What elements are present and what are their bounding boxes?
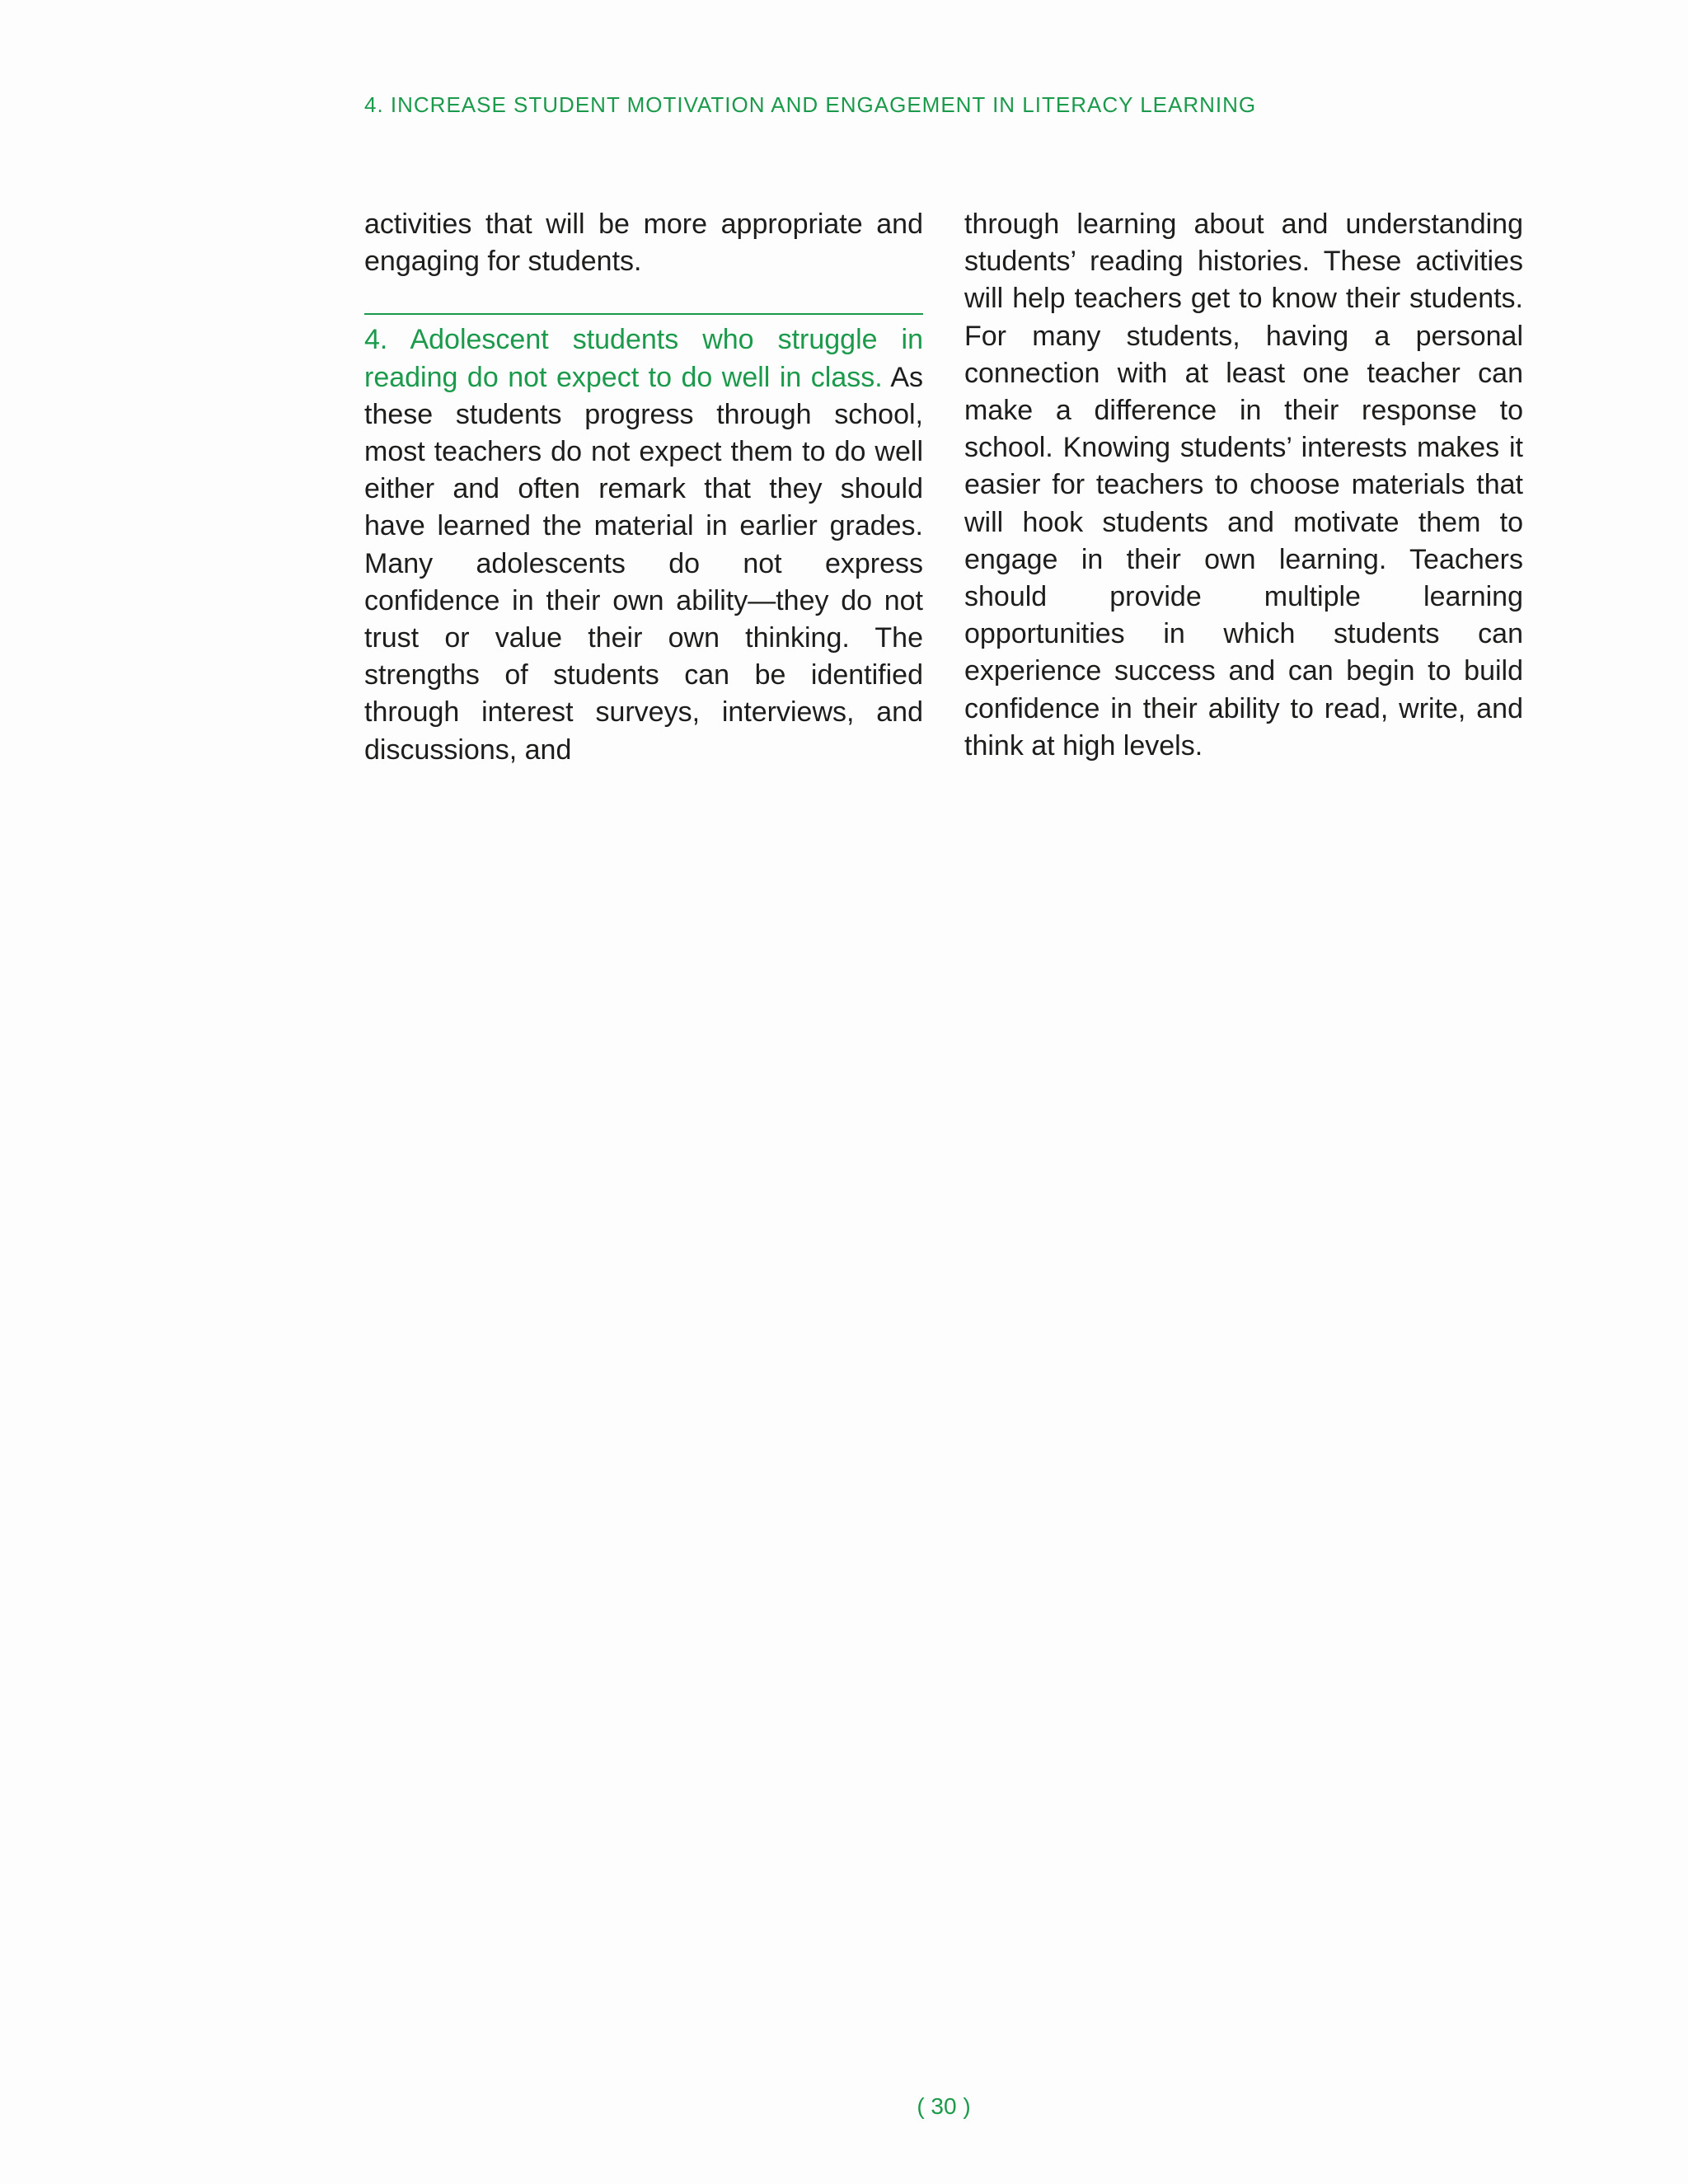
section-divider [364, 313, 923, 315]
running-header: 4. INCREASE STUDENT MOTIVATION AND ENGAGEMENT IN LITERACY LEARNING [364, 92, 1257, 117]
right-paragraph: through learning about and understanding students’ reading histories. These activities will help teachers get to know their students. For many students, having a personal connection with at least one teacher can make a difference in their response to school. Knowing students’ interests makes it easier for teachers to choose materials that will hook students and motivate them to engage in their own learning. Teachers should provide multiple learning opportunities in which students can experience success and can begin to build confidence in their ability to read, write, and think at high levels. [964, 209, 1523, 762]
continued-paragraph: activities that will be more appropriate and engaging for students. [364, 209, 923, 278]
point-heading: 4. Adolescent students who struggle in reading do not expect to do well in class. [364, 324, 923, 393]
right-column [964, 206, 1523, 765]
point-body: As these students progress through school, most teachers do not expect them to do well either and often remark that they should have learned the material in earlier grades. Many adolescents do not express confidence in their own ability—they do not trust or value their own thinking. The strengths of students can be identified through interest surveys, interviews, and discussions, and [364, 361, 923, 766]
point-paragraph [364, 321, 923, 768]
left-column [364, 206, 923, 769]
page-number: ( 30 ) [917, 2093, 971, 2119]
